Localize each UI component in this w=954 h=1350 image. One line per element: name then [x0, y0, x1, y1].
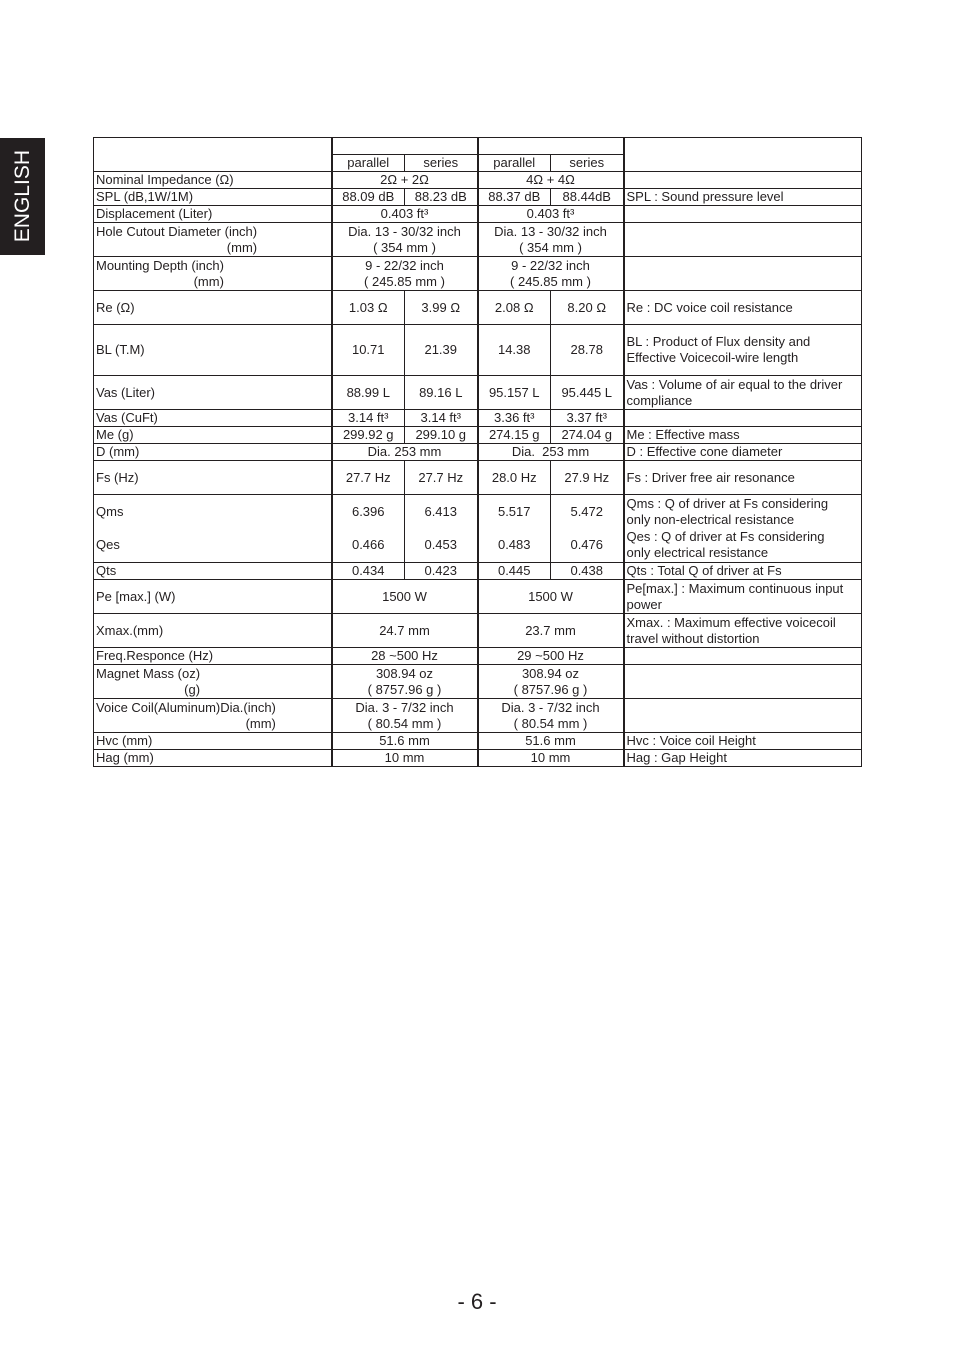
- hag-a-value: 10 mm: [332, 750, 478, 767]
- mounting-depth-b-value: [478, 257, 624, 291]
- magnet-mass-b-oz: 308.94 oz: [521, 665, 580, 681]
- voice-coil-dia-a-value: [332, 699, 478, 733]
- vas-desc-line-2: compliance: [626, 392, 693, 408]
- spec-row-voice-coil-dia: [94, 699, 862, 733]
- re-label: Re (Ω): [94, 291, 332, 325]
- d-a-value: Dia. 253 mm: [332, 444, 478, 461]
- vas-liter-b-parallel: 95.157 L: [478, 376, 551, 410]
- displacement-label: Displacement (Liter): [94, 206, 332, 223]
- magnet-mass-desc: [624, 665, 862, 699]
- mounting-depth-b-inch: 9 - 22/32 inch: [511, 257, 590, 273]
- header-row-models: [94, 138, 862, 155]
- me-a-parallel: 299.92 g: [332, 427, 405, 444]
- spec-row-me: [94, 427, 862, 444]
- xmax-label: Xmax.(mm): [94, 614, 332, 648]
- bl-label: BL (T.M): [94, 325, 332, 376]
- spl-a-series: 88.23 dB: [405, 189, 478, 206]
- magnet-mass-label: [94, 665, 332, 699]
- spec-row-mounting-depth: [94, 257, 862, 291]
- spec-row-vas-cuft: [94, 410, 862, 427]
- vas-liter-a-series: 89.16 L: [405, 376, 478, 410]
- nominal-impedance-b-value: 4Ω + 4Ω: [478, 172, 624, 189]
- qes-b-parallel: 0.483: [478, 529, 551, 563]
- fs-desc-line: Fs : Driver free air resonance: [626, 469, 795, 485]
- mounting-depth-a-value: [332, 257, 478, 291]
- voice-coil-dia-desc: [624, 699, 862, 733]
- qes-a-series: 0.453: [405, 529, 478, 563]
- spec-row-nominal-impedance: [94, 172, 862, 189]
- nominal-impedance-a-value: 2Ω + 2Ω: [332, 172, 478, 189]
- voice-coil-dia-b-mm: ( 80.54 mm ): [513, 715, 588, 731]
- qes-a-parallel: 0.466: [332, 529, 405, 563]
- qts-a-parallel: 0.434: [332, 563, 405, 580]
- qts-b-parallel: 0.445: [478, 563, 551, 580]
- qms-desc-line-2: only non-electrical resistance: [626, 511, 795, 527]
- model-a-parallel-header: parallel: [332, 155, 405, 172]
- me-b-parallel: 274.15 g: [478, 427, 551, 444]
- spec-row-hvc: [94, 733, 862, 750]
- language-side-tab: [0, 138, 45, 255]
- mounting-depth-a-mm: ( 245.85 mm ): [364, 273, 445, 289]
- me-desc-line: Me : Effective mass: [626, 427, 740, 442]
- spl-b-series: 88.44dB: [551, 189, 624, 206]
- qes-desc: [624, 529, 862, 563]
- re-desc: [624, 291, 862, 325]
- spec-row-spl: [94, 189, 862, 206]
- re-desc-line: Re : DC voice coil resistance: [626, 299, 793, 315]
- vas-cuft-label: Vas (CuFt): [94, 410, 332, 427]
- hole-cutout-a-value: [332, 223, 478, 257]
- spec-row-hole-cutout: [94, 223, 862, 257]
- me-a-series: 299.10 g: [405, 427, 478, 444]
- d-label: D (mm): [94, 444, 332, 461]
- magnet-mass-b-value: [478, 665, 624, 699]
- hvc-a-value: 51.6 mm: [332, 733, 478, 750]
- hag-desc-line: Hag : Gap Height: [626, 750, 727, 765]
- qts-b-series: 0.438: [551, 563, 624, 580]
- fs-desc: [624, 461, 862, 495]
- xmax-desc-line-1: Xmax. : Maximum effective voicecoil: [626, 614, 836, 630]
- fs-a-parallel: 27.7 Hz: [332, 461, 405, 495]
- voice-coil-dia-label: [94, 699, 332, 733]
- model-a-header: [332, 138, 478, 155]
- pe-max-a-value: 1500 W: [332, 580, 478, 614]
- spec-row-pe-max: [94, 580, 862, 614]
- me-label: Me (g): [94, 427, 332, 444]
- qms-desc: [624, 495, 862, 529]
- mounting-depth-label-inch: Mounting Depth (inch): [96, 257, 224, 273]
- header-label-cell: [94, 138, 332, 172]
- bl-desc: [624, 325, 862, 376]
- vas-cuft-b-series: 3.37 ft³: [551, 410, 624, 427]
- voice-coil-dia-label-inch: Voice Coil(Aluminum)Dia.(inch): [96, 699, 276, 715]
- magnet-mass-label-g: (g): [184, 681, 201, 697]
- spl-desc: [624, 189, 862, 206]
- magnet-mass-a-g: ( 8757.96 g ): [367, 681, 442, 697]
- qts-label: Qts: [94, 563, 332, 580]
- d-desc: [624, 444, 862, 461]
- header-desc-cell: [624, 138, 862, 172]
- voice-coil-dia-a-mm: ( 80.54 mm ): [367, 715, 442, 731]
- voice-coil-dia-label-mm: (mm): [245, 715, 276, 731]
- page-number: - 6 -: [457, 1289, 497, 1314]
- qes-b-series: 0.476: [551, 529, 624, 563]
- spec-row-qts: [94, 563, 862, 580]
- displacement-desc: [624, 206, 862, 223]
- magnet-mass-a-oz: 308.94 oz: [375, 665, 434, 681]
- mounting-depth-b-mm: ( 245.85 mm ): [510, 273, 591, 289]
- qms-a-series: 6.413: [405, 495, 478, 529]
- vas-liter-desc: [624, 376, 862, 410]
- hvc-label: Hvc (mm): [94, 733, 332, 750]
- spec-row-xmax: [94, 614, 862, 648]
- me-desc: [624, 427, 862, 444]
- me-b-series: 274.04 g: [551, 427, 624, 444]
- d-b-value: Dia. 253 mm: [478, 444, 624, 461]
- qes-desc-line-2: only electrical resistance: [626, 545, 769, 561]
- spec-row-bl: [94, 325, 862, 376]
- freq-response-desc: [624, 648, 862, 665]
- spec-row-freq-response: [94, 648, 862, 665]
- qts-a-series: 0.423: [405, 563, 478, 580]
- spec-row-magnet-mass: [94, 665, 862, 699]
- freq-response-label: Freq.Responce (Hz): [94, 648, 332, 665]
- qms-b-series: 5.472: [551, 495, 624, 529]
- model-b-parallel-header: parallel: [478, 155, 551, 172]
- hole-cutout-label: [94, 223, 332, 257]
- spec-row-qms: [94, 495, 862, 529]
- spl-b-parallel: 88.37 dB: [478, 189, 551, 206]
- voice-coil-dia-b-inch: Dia. 3 - 7/32 inch: [501, 699, 600, 715]
- hag-b-value: 10 mm: [478, 750, 624, 767]
- spl-a-parallel: 88.09 dB: [332, 189, 405, 206]
- bl-desc-line-2: Effective Voicecoil-wire length: [626, 350, 799, 365]
- qms-desc-line-1: Qms : Q of driver at Fs considering: [626, 495, 829, 511]
- spec-row-hag: [94, 750, 862, 767]
- voice-coil-dia-a-inch: Dia. 3 - 7/32 inch: [355, 699, 454, 715]
- xmax-desc-line-2: travel without distortion: [626, 630, 760, 646]
- bl-b-parallel: 14.38: [478, 325, 551, 376]
- magnet-mass-label-oz: Magnet Mass (oz): [96, 665, 201, 681]
- bl-b-series: 28.78: [551, 325, 624, 376]
- xmax-desc: [624, 614, 862, 648]
- mounting-depth-label-mm: (mm): [193, 273, 224, 289]
- vas-cuft-a-parallel: 3.14 ft³: [332, 410, 405, 427]
- magnet-mass-b-g: ( 8757.96 g ): [513, 681, 588, 697]
- qes-desc-line-1: Qes : Q of driver at Fs considering: [626, 529, 825, 545]
- mounting-depth-label: [94, 257, 332, 291]
- spec-row-d: [94, 444, 862, 461]
- vas-liter-label: Vas (Liter): [94, 376, 332, 410]
- hole-cutout-b-mm: ( 354 mm ): [519, 239, 582, 255]
- nominal-impedance-label: Nominal Impedance (Ω): [94, 172, 332, 189]
- qes-label: Qes: [94, 529, 332, 563]
- hole-cutout-label-inch: Hole Cutout Diameter (inch): [96, 223, 258, 239]
- re-a-series: 3.99 Ω: [405, 291, 478, 325]
- qts-desc: [624, 563, 862, 580]
- spec-row-vas-liter: [94, 376, 862, 410]
- hag-desc: [624, 750, 862, 767]
- vas-cuft-a-series: 3.14 ft³: [405, 410, 478, 427]
- spec-row-fs: [94, 461, 862, 495]
- fs-b-series: 27.9 Hz: [551, 461, 624, 495]
- fs-b-parallel: 28.0 Hz: [478, 461, 551, 495]
- pe-max-desc-line-1: Pe[max.] : Maximum continuous input: [626, 580, 844, 596]
- bl-a-series: 21.39: [405, 325, 478, 376]
- hole-cutout-b-value: [478, 223, 624, 257]
- pe-max-desc: [624, 580, 862, 614]
- vas-cuft-b-parallel: 3.36 ft³: [478, 410, 551, 427]
- displacement-b-value: 0.403 ft³: [478, 206, 624, 223]
- pe-max-desc-line-2: power: [626, 596, 662, 612]
- language-tab-label: ENGLISH: [11, 150, 34, 243]
- vas-desc-line-1: Vas : Volume of air equal to the driver: [626, 376, 843, 392]
- freq-response-b-value: 29 ~500 Hz: [478, 648, 624, 665]
- qms-a-parallel: 6.396: [332, 495, 405, 529]
- hole-cutout-b-inch: Dia. 13 - 30/32 inch: [494, 223, 607, 239]
- spec-row-re: [94, 291, 862, 325]
- re-a-parallel: 1.03 Ω: [332, 291, 405, 325]
- mounting-depth-desc: [624, 257, 862, 291]
- hag-label: Hag (mm): [94, 750, 332, 767]
- freq-response-a-value: 28 ~500 Hz: [332, 648, 478, 665]
- re-b-series: 8.20 Ω: [551, 291, 624, 325]
- pe-max-b-value: 1500 W: [478, 580, 624, 614]
- re-b-parallel: 2.08 Ω: [478, 291, 551, 325]
- hvc-desc: [624, 733, 862, 750]
- vas-liter-b-series: 95.445 L: [551, 376, 624, 410]
- displacement-a-value: 0.403 ft³: [332, 206, 478, 223]
- magnet-mass-a-value: [332, 665, 478, 699]
- bl-a-parallel: 10.71: [332, 325, 405, 376]
- qts-desc-line: Qts : Total Q of driver at Fs: [626, 563, 782, 578]
- xmax-a-value: 24.7 mm: [332, 614, 478, 648]
- hvc-desc-line: Hvc : Voice coil Height: [626, 733, 756, 748]
- bl-desc-line-1: BL : Product of Flux density and: [626, 334, 811, 349]
- spec-row-qes: [94, 529, 862, 563]
- fs-label: Fs (Hz): [94, 461, 332, 495]
- model-b-series-header: series: [551, 155, 624, 172]
- vas-liter-a-parallel: 88.99 L: [332, 376, 405, 410]
- d-desc-line: D : Effective cone diameter: [626, 444, 783, 459]
- pe-max-label: Pe [max.] (W): [94, 580, 332, 614]
- fs-a-series: 27.7 Hz: [405, 461, 478, 495]
- nominal-impedance-desc: [624, 172, 862, 189]
- hole-cutout-label-mm: (mm): [226, 239, 258, 255]
- spec-row-displacement: [94, 206, 862, 223]
- model-a-series-header: series: [405, 155, 478, 172]
- hole-cutout-a-mm: ( 354 mm ): [373, 239, 436, 255]
- vas-cuft-desc: [624, 410, 862, 427]
- hole-cutout-desc: [624, 223, 862, 257]
- mounting-depth-a-inch: 9 - 22/32 inch: [365, 257, 444, 273]
- spl-label: SPL (dB,1W/1M): [94, 189, 332, 206]
- model-b-header: [478, 138, 624, 155]
- qms-b-parallel: 5.517: [478, 495, 551, 529]
- speaker-spec-table: [93, 137, 862, 767]
- xmax-b-value: 23.7 mm: [478, 614, 624, 648]
- voice-coil-dia-b-value: [478, 699, 624, 733]
- qms-label: Qms: [94, 495, 332, 529]
- hvc-b-value: 51.6 mm: [478, 733, 624, 750]
- spl-desc-line: SPL : Sound pressure level: [626, 189, 784, 204]
- hole-cutout-a-inch: Dia. 13 - 30/32 inch: [348, 223, 461, 239]
